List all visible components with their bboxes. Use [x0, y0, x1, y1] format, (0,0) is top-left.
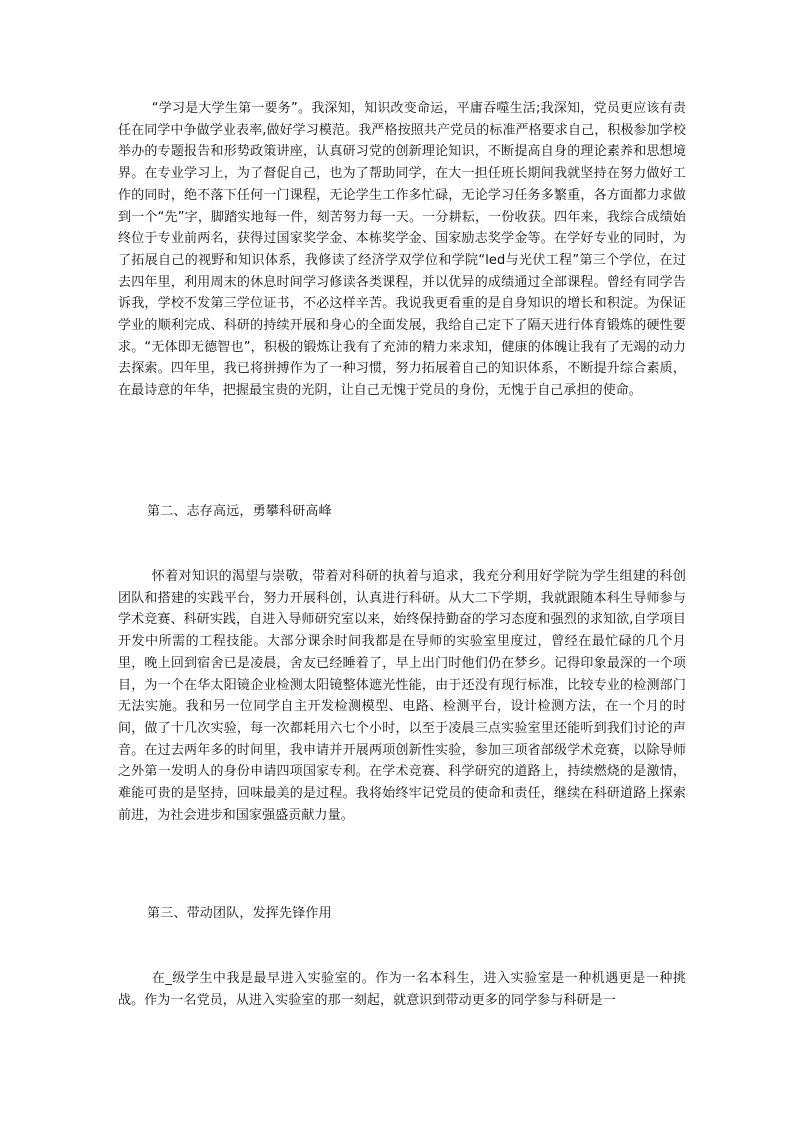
section-heading-team: 第三、带动团队，发挥先锋作用	[147, 906, 332, 921]
section-heading-research: 第二、志存高远，勇攀科研高峰	[147, 504, 332, 519]
body-paragraph-study: “学习是大学生第一要务”。我深知，知识改变命运，平庸吞噬生活;我深知，党员更应该有责任在同学中争做学业表率,做好学习模范。我严格按照共产党员的标准严格要求自己，积极参加学校举办的专题报告和形势政策讲座，认真研习党的创新理论知识，不断提高自身的理论素养和思想境界。在专业学习上，为了督促自己，也为了帮助同学，在大一担任班长期间我就坚持在努力做好工作的同时，绝不落下任何一门课程，无论学生工作多忙碌，无论学习任务多繁重，各方面都力求做到一个“先”字，脚踏实地每一件，刻苦努力每一天。一分耕耘，一份收获。四年来，我综合成绩始终位于专业前两名，获得过国家奖学金、本栋奖学金、国家励志奖学金等。在学好专业的同时，为了拓展自己的视野和知识体系，我修读了经济学双学位和学院“led与光伏工程”第三个学位，在过去四年里，利用周末的休息时间学习修读各类课程，并以优异的成绩通过全部课程。曾经有同学告诉我，学校不发第三学位证书，不必这样辛苦。我说我更看重的是自身知识的增长和积淀。为保证学业的顺利完成、科研的持续开展和身心的全面发展，我给自己定下了隔天进行体育锻炼的硬性要求。“无体即无德智也”，积极的锻炼让我有了充沛的精力来求知，健康的体魄让我有了无竭的动力去探索。四年里，我已将拼搏作为了一种习惯，努力拓展着自己的知识体系，不断提升综合素质，在最诗意的年华，把握最宝贵的光阴，让自己无愧于党员的身份，无愧于自己承担的使命。	[118, 101, 686, 399]
body-paragraph-team: 在_级学生中我是最早进入实验室的。作为一名本科生，进入实验室是一种机遇更是一种挑战。作为一名党员，从进入实验室的那一刻起，就意识到带动更多的同学参与科研是一	[118, 971, 686, 1008]
body-paragraph-research: 怀着对知识的渴望与崇敬，带着对科研的执着与追求，我充分利用好学院为学生组建的科创团队和搭建的实践平台，努力开展科创，认真进行科研。从大二下学期，我就跟随本科生导师参与学术竞赛、科研实践，自进入导师研究室以来，始终保持勤奋的学习态度和强烈的求知欲,自学项目开发中所需的工程技能。大部分课余时间我都是在导师的实验室里度过，曾经在最忙碌的几个月里，晚上回到宿舍已是凌晨，舍友已经睡着了，早上出门时他们仍在梦乡。记得印象最深的一个项目，为一个在华太阳镜企业检测太阳镜整体遮光性能，由于还没有现行标准，比较专业的检测部门无法实施。我和另一位同学自主开发检测模型、电路、检测平台，设计检测方法，在一个月的时间，做了十几次实验，每一次都耗用六七个小时，以至于凌晨三点实验室里还能听到我们讨论的声音。在过去两年多的时间里，我申请并开展两项创新性实验，参加三项省部级学术竞赛，以除导师之外第一发明人的身份申请四项国家专利。在学术竞赛、科学研究的道路上，持续燃烧的是激情，难能可贵的是坚持，回味最美的是过程。我将始终牢记党员的使命和责任，继续在科研道路上探索前进，为社会进步和国家强盛贡献力量。	[118, 569, 686, 823]
